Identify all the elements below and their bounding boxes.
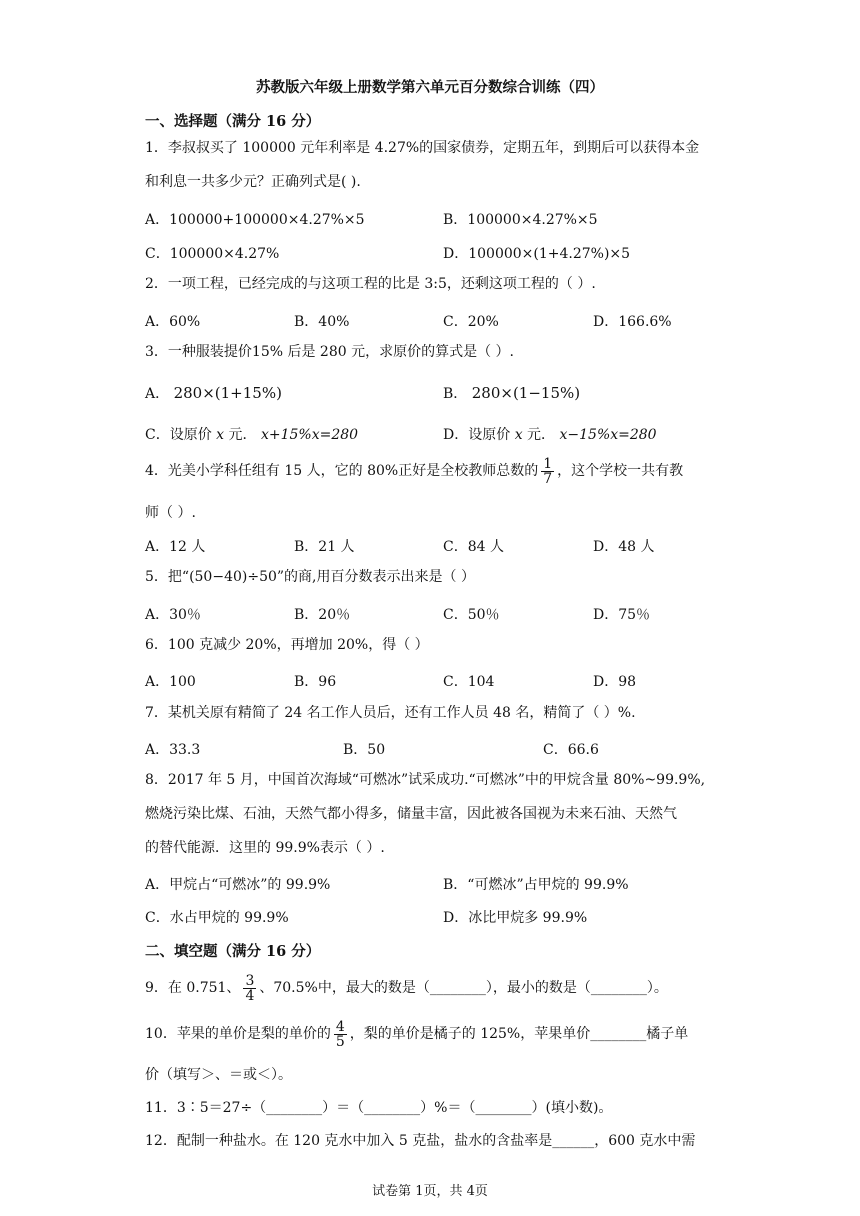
question-3-option-c-unit: 元． [228, 427, 257, 443]
question-1-option-c[interactable]: C．100000×4.27% [145, 246, 280, 262]
question-12 [145, 1124, 745, 1158]
question-3-option-a-formula: 280×(1+15%) [173, 384, 282, 402]
question-2-options [145, 311, 720, 331]
question-8-options-row-2 [145, 907, 720, 927]
question-8-option-a[interactable]: A．甲烷占“可燃冰”的 99.9% [145, 877, 331, 893]
question-4-line-1 [145, 452, 720, 490]
question-9-fraction-denominator: 4 [245, 987, 255, 1004]
question-4-text-post: ，这个学校一共有教 [557, 463, 684, 479]
question-6-option-a[interactable]: A．100 [145, 674, 196, 690]
question-12-text: 12．配制一种盐水。在 120 克水中加入 5 克盐，盐水的含盐率是______，600 克水中需 [145, 1133, 696, 1149]
question-5-text: 5．把“(50−40)÷50”的商,用百分数表示出来是（ ） [145, 569, 475, 585]
section-heading-choice: 一、选择题（满分 16 分） [145, 113, 321, 130]
question-8-option-d[interactable]: D．冰比甲烷多 99.9% [443, 910, 588, 926]
question-1-line-2: 和利息一共多少元？正确列式是( ). [145, 174, 361, 190]
question-7-option-c[interactable]: C．66.6 [543, 742, 599, 758]
question-4-line-2-wrap [145, 496, 720, 530]
question-8-line-2: 燃烧污染比煤、石油，天然气都小得多，储量丰富，因此被各国视为未来石油、天然气 [145, 806, 677, 822]
question-3-option-a-label: A． [145, 386, 170, 402]
question-8-line-1: 8．2017 年 5 月，中国首次海域“可燃冰”试采成功.“可燃冰”中的甲烷含量 80%~99.9%, [145, 772, 706, 788]
question-7-options [145, 739, 720, 759]
question-1-options-row-2 [145, 243, 720, 263]
question-1-option-d[interactable]: D．100000×(1+4.27%)×5 [443, 246, 631, 262]
question-8-option-b[interactable]: B．“可燃冰”占甲烷的 99.9% [443, 877, 629, 893]
question-4-option-b[interactable]: B．21 人 [294, 539, 355, 555]
question-11 [145, 1091, 745, 1125]
question-2-text: 2．一项工程，已经完成的与这项工程的比是 3:5，还剩这项工程的（ ）. [145, 276, 596, 292]
question-6 [145, 628, 720, 662]
question-10-line-2-wrap [145, 1058, 720, 1092]
question-8-option-c[interactable]: C．水占甲烷的 99.9% [145, 910, 289, 926]
question-3-option-c-equation: x+15%x=280 [260, 427, 359, 443]
question-5-option-d[interactable]: D．75％ [593, 607, 651, 623]
question-6-option-d[interactable]: D．98 [593, 674, 637, 690]
question-2 [145, 267, 720, 301]
question-3-option-c-variable: x [216, 427, 225, 443]
question-6-option-c[interactable]: C．104 [443, 674, 495, 690]
question-6-text: 6．100 克减少 20%，再增加 20%，得（ ） [145, 637, 429, 653]
question-2-option-c[interactable]: C．20% [443, 314, 499, 330]
question-2-option-a[interactable]: A．60% [145, 314, 201, 330]
question-3-option-d[interactable] [443, 424, 657, 444]
question-9-fraction-numerator: 3 [245, 972, 255, 989]
question-3-option-d-variable: x [514, 427, 523, 443]
question-3-option-d-unit: 元． [527, 427, 556, 443]
question-10-text-post: ，梨的单价是橘子的 125%，苹果单价________橘子单 [349, 1026, 689, 1042]
question-1-option-a[interactable]: A．100000+100000×4.27%×5 [145, 212, 365, 228]
question-1 [145, 131, 720, 199]
question-4-line-2: 师（ ）. [145, 505, 196, 521]
question-10-fraction-numerator: 4 [335, 1018, 345, 1035]
question-10-fraction-denominator: 5 [335, 1033, 345, 1050]
question-3-options-row-1 [145, 383, 720, 407]
question-5 [145, 560, 720, 594]
question-3-option-d-label: D．设原价 [443, 427, 511, 443]
question-3-option-c[interactable] [145, 424, 358, 444]
question-8-line-3: 的替代能源．这里的 99.9%表示（ ）. [145, 840, 385, 856]
question-4-fraction-numerator: 1 [543, 455, 553, 472]
question-10-line-1 [145, 1014, 745, 1054]
question-10-fraction [334, 1020, 347, 1049]
question-1-line-1: 1．李叔叔买了 100000 元年利率是 4.27%的国家债券，定期五年，到期后可以获得本金 [145, 140, 700, 156]
question-2-option-b[interactable]: B．40% [294, 314, 350, 330]
question-4 [145, 452, 720, 490]
question-4-text-pre: 4．光美小学科任组有 15 人，它的 80%正好是全校教师总数的 [145, 463, 539, 479]
question-3-option-c-label: C．设原价 [145, 427, 212, 443]
question-10-line-2: 价（填写＞、＝或＜）。 [145, 1067, 292, 1083]
question-4-option-c[interactable]: C．84 人 [443, 539, 504, 555]
question-9 [145, 968, 745, 1008]
question-11-text: 11．3∶5＝27÷（________）＝（________）%＝（________）(填小数)。 [145, 1100, 613, 1116]
question-3-option-a[interactable] [145, 383, 282, 403]
question-3-option-d-equation: x−15%x=280 [559, 427, 657, 443]
question-2-option-d[interactable]: D．166.6% [593, 314, 672, 330]
question-10-text-pre: 10．苹果的单价是梨的单价的 [145, 1026, 331, 1042]
question-3-text: 3．一种服装提价15% 后是 280 元，求原价的算式是（ ）. [145, 344, 514, 360]
question-5-options [145, 604, 720, 624]
question-4-option-d[interactable]: D．48 人 [593, 539, 655, 555]
question-9-text-pre: 9．在 0.751、 [145, 980, 241, 996]
question-1-options-row-1 [145, 209, 720, 229]
question-6-option-b[interactable]: B．96 [294, 674, 337, 690]
question-1-option-b[interactable]: B．100000×4.27%×5 [443, 212, 598, 228]
page-title: 苏教版六年级上册数学第六单元百分数综合训练（四） [256, 79, 604, 96]
question-4-fraction [541, 457, 554, 486]
question-9-fraction [243, 974, 256, 1003]
question-5-option-c[interactable]: C．50％ [443, 607, 500, 623]
question-3-option-b-formula: 280×(1−15%) [471, 384, 581, 402]
question-3-options-row-2 [145, 424, 720, 444]
question-9-line [145, 968, 745, 1008]
question-9-text-post: 、70.5%中，最大的数是（________），最小的数是（________）。 [259, 980, 668, 996]
question-7 [145, 696, 720, 730]
section-heading-fill: 二、填空题（满分 16 分） [145, 943, 321, 960]
question-6-options [145, 671, 720, 691]
question-7-text: 7．某机关原有精简了 24 名工作人员后，还有工作人员 48 名，精简了（ ）%. [145, 705, 636, 721]
question-5-option-b[interactable]: B．20％ [294, 607, 351, 623]
question-4-option-a[interactable]: A．12 人 [145, 539, 206, 555]
question-8 [145, 763, 720, 865]
question-5-option-a[interactable]: A．30％ [145, 607, 201, 623]
question-4-fraction-denominator: 7 [543, 470, 553, 487]
question-8-options-row-1 [145, 874, 720, 894]
question-7-option-a[interactable]: A．33.3 [145, 742, 201, 758]
question-7-option-b[interactable]: B．50 [343, 742, 386, 758]
question-10 [145, 1014, 745, 1054]
question-4-options [145, 536, 720, 556]
question-3-option-b[interactable] [443, 383, 580, 403]
question-3 [145, 335, 720, 369]
page-footer: 试卷第 1页，共 4页 [372, 1184, 488, 1199]
question-3-option-b-label: B． [443, 386, 468, 402]
